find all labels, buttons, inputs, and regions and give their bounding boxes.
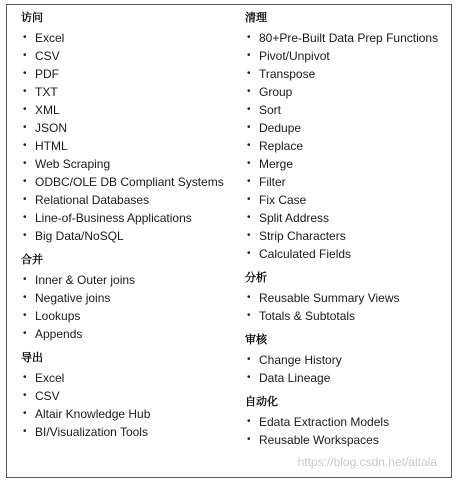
list-item [21, 289, 239, 307]
section-access [21, 11, 239, 245]
bullet-icon: • [247, 104, 251, 115]
spacer [21, 343, 239, 351]
bullet-icon: • [247, 354, 251, 365]
list-item [21, 155, 239, 173]
list-item [245, 289, 451, 307]
section-heading: 访问 [21, 11, 43, 24]
bullet-icon: • [23, 176, 27, 187]
bullet-icon: • [247, 194, 251, 205]
bullet-icon: • [247, 292, 251, 303]
list-item-label: Edata Extraction Models [259, 415, 390, 429]
watermark-text: https://blog.csdn.net/altala [297, 455, 437, 469]
list-item-label: 80+Pre-Built Data Prep Functions [259, 31, 439, 45]
list-item-label: Merge [259, 157, 294, 171]
section-merge [21, 253, 239, 343]
list-item [21, 65, 239, 83]
feature-list [245, 351, 451, 387]
bullet-icon: • [23, 292, 27, 303]
list-item-label: Sort [259, 103, 282, 117]
section-automation [245, 395, 451, 449]
list-item [21, 119, 239, 137]
bullet-icon: • [23, 32, 27, 43]
bullet-icon: • [23, 310, 27, 321]
list-item [245, 173, 451, 191]
section-heading: 清理 [245, 11, 267, 24]
list-item [21, 227, 239, 245]
list-item-label: JSON [35, 121, 68, 135]
list-item [245, 431, 451, 449]
list-item [21, 307, 239, 325]
section-clean [245, 11, 451, 263]
list-item-label: Appends [35, 327, 83, 341]
bullet-icon: • [247, 212, 251, 223]
bullet-icon: • [247, 32, 251, 43]
list-item [21, 209, 239, 227]
list-item-label: Dedupe [259, 121, 302, 135]
list-item [245, 351, 451, 369]
bullet-icon: • [247, 248, 251, 259]
list-item [245, 137, 451, 155]
feature-table-frame [6, 4, 452, 478]
bullet-icon: • [23, 390, 27, 401]
list-item-label: Split Address [259, 211, 330, 225]
bullet-icon: • [23, 86, 27, 97]
list-item [245, 155, 451, 173]
bullet-icon: • [247, 68, 251, 79]
list-item-label: Reusable Summary Views [259, 291, 400, 305]
list-item-label: Totals & Subtotals [259, 309, 356, 323]
list-item-label: Inner & Outer joins [35, 273, 136, 287]
list-item-label: Calculated Fields [259, 247, 352, 261]
bullet-icon: • [23, 122, 27, 133]
bullet-icon: • [247, 140, 251, 151]
bullet-icon: • [23, 372, 27, 383]
section-export [21, 351, 239, 441]
list-item-label: Relational Databases [35, 193, 150, 207]
bullet-icon: • [247, 122, 251, 133]
list-item [21, 423, 239, 441]
list-item-label: Transpose [259, 67, 316, 81]
list-item-label: Negative joins [35, 291, 111, 305]
list-item [21, 387, 239, 405]
list-item-label: Web Scraping [35, 157, 111, 171]
bullet-icon: • [23, 194, 27, 205]
left-column [21, 11, 239, 441]
list-item [245, 65, 451, 83]
bullet-icon: • [247, 158, 251, 169]
list-item-label: PDF [35, 67, 59, 81]
list-item [245, 83, 451, 101]
list-item [21, 325, 239, 343]
list-item [245, 413, 451, 431]
list-item [21, 173, 239, 191]
list-item [245, 101, 451, 119]
list-item-label: Big Data/NoSQL [35, 229, 124, 243]
list-item-label: Lookups [35, 309, 81, 323]
list-item-label: Reusable Workspaces [259, 433, 379, 447]
feature-list [245, 29, 451, 263]
list-item [21, 191, 239, 209]
list-item-label: ODBC/OLE DB Compliant Systems [35, 175, 224, 189]
list-item-label: Pivot/Unpivot [259, 49, 330, 63]
right-column [245, 11, 451, 449]
feature-list [21, 29, 239, 245]
section-audit [245, 333, 451, 387]
section-heading: 导出 [21, 351, 43, 364]
spacer [245, 325, 451, 333]
list-item-label: Data Lineage [259, 371, 331, 385]
bullet-icon: • [23, 408, 27, 419]
list-item-label: CSV [35, 389, 60, 403]
list-item-label: Group [259, 85, 293, 99]
bullet-icon: • [23, 426, 27, 437]
list-item [21, 271, 239, 289]
spacer [245, 263, 451, 271]
list-item-label: Excel [35, 371, 65, 385]
section-heading: 合并 [21, 253, 43, 266]
bullet-icon: • [23, 212, 27, 223]
section-heading: 分析 [245, 271, 267, 284]
list-item [21, 101, 239, 119]
list-item [21, 29, 239, 47]
bullet-icon: • [247, 86, 251, 97]
list-item-label: XML [35, 103, 60, 117]
list-item [21, 405, 239, 423]
bullet-icon: • [247, 310, 251, 321]
list-item [245, 209, 451, 227]
bullet-icon: • [247, 230, 251, 241]
bullet-icon: • [23, 230, 27, 241]
list-item-label: Strip Characters [259, 229, 346, 243]
bullet-icon: • [247, 50, 251, 61]
list-item [245, 29, 451, 47]
bullet-icon: • [23, 158, 27, 169]
list-item-label: BI/Visualization Tools [35, 425, 148, 439]
spacer [245, 387, 451, 395]
feature-list [21, 271, 239, 343]
list-item [21, 83, 239, 101]
list-item-label: Filter [259, 175, 286, 189]
list-item [245, 369, 451, 387]
section-analyze [245, 271, 451, 325]
list-item [245, 191, 451, 209]
list-item [21, 137, 239, 155]
bullet-icon: • [247, 176, 251, 187]
bullet-icon: • [247, 434, 251, 445]
bullet-icon: • [247, 372, 251, 383]
spacer [21, 245, 239, 253]
bullet-icon: • [23, 328, 27, 339]
feature-list [245, 413, 451, 449]
list-item [21, 369, 239, 387]
list-item [245, 245, 451, 263]
section-heading: 审核 [245, 333, 267, 346]
list-item-label: CSV [35, 49, 60, 63]
list-item-label: TXT [35, 85, 58, 99]
list-item [245, 227, 451, 245]
bullet-icon: • [247, 416, 251, 427]
bullet-icon: • [23, 140, 27, 151]
list-item-label: HTML [35, 139, 68, 153]
list-item-label: Altair Knowledge Hub [35, 407, 151, 421]
list-item [245, 47, 451, 65]
list-item-label: Excel [35, 31, 65, 45]
list-item [245, 119, 451, 137]
list-item [21, 47, 239, 65]
list-item-label: Replace [259, 139, 304, 153]
list-item-label: Change History [259, 353, 342, 367]
list-item-label: Fix Case [259, 193, 307, 207]
list-item [245, 307, 451, 325]
feature-list [245, 289, 451, 325]
bullet-icon: • [23, 68, 27, 79]
list-item-label: Line-of-Business Applications [35, 211, 192, 225]
feature-list [21, 369, 239, 441]
section-heading: 自动化 [245, 395, 278, 408]
bullet-icon: • [23, 274, 27, 285]
bullet-icon: • [23, 104, 27, 115]
bullet-icon: • [23, 50, 27, 61]
